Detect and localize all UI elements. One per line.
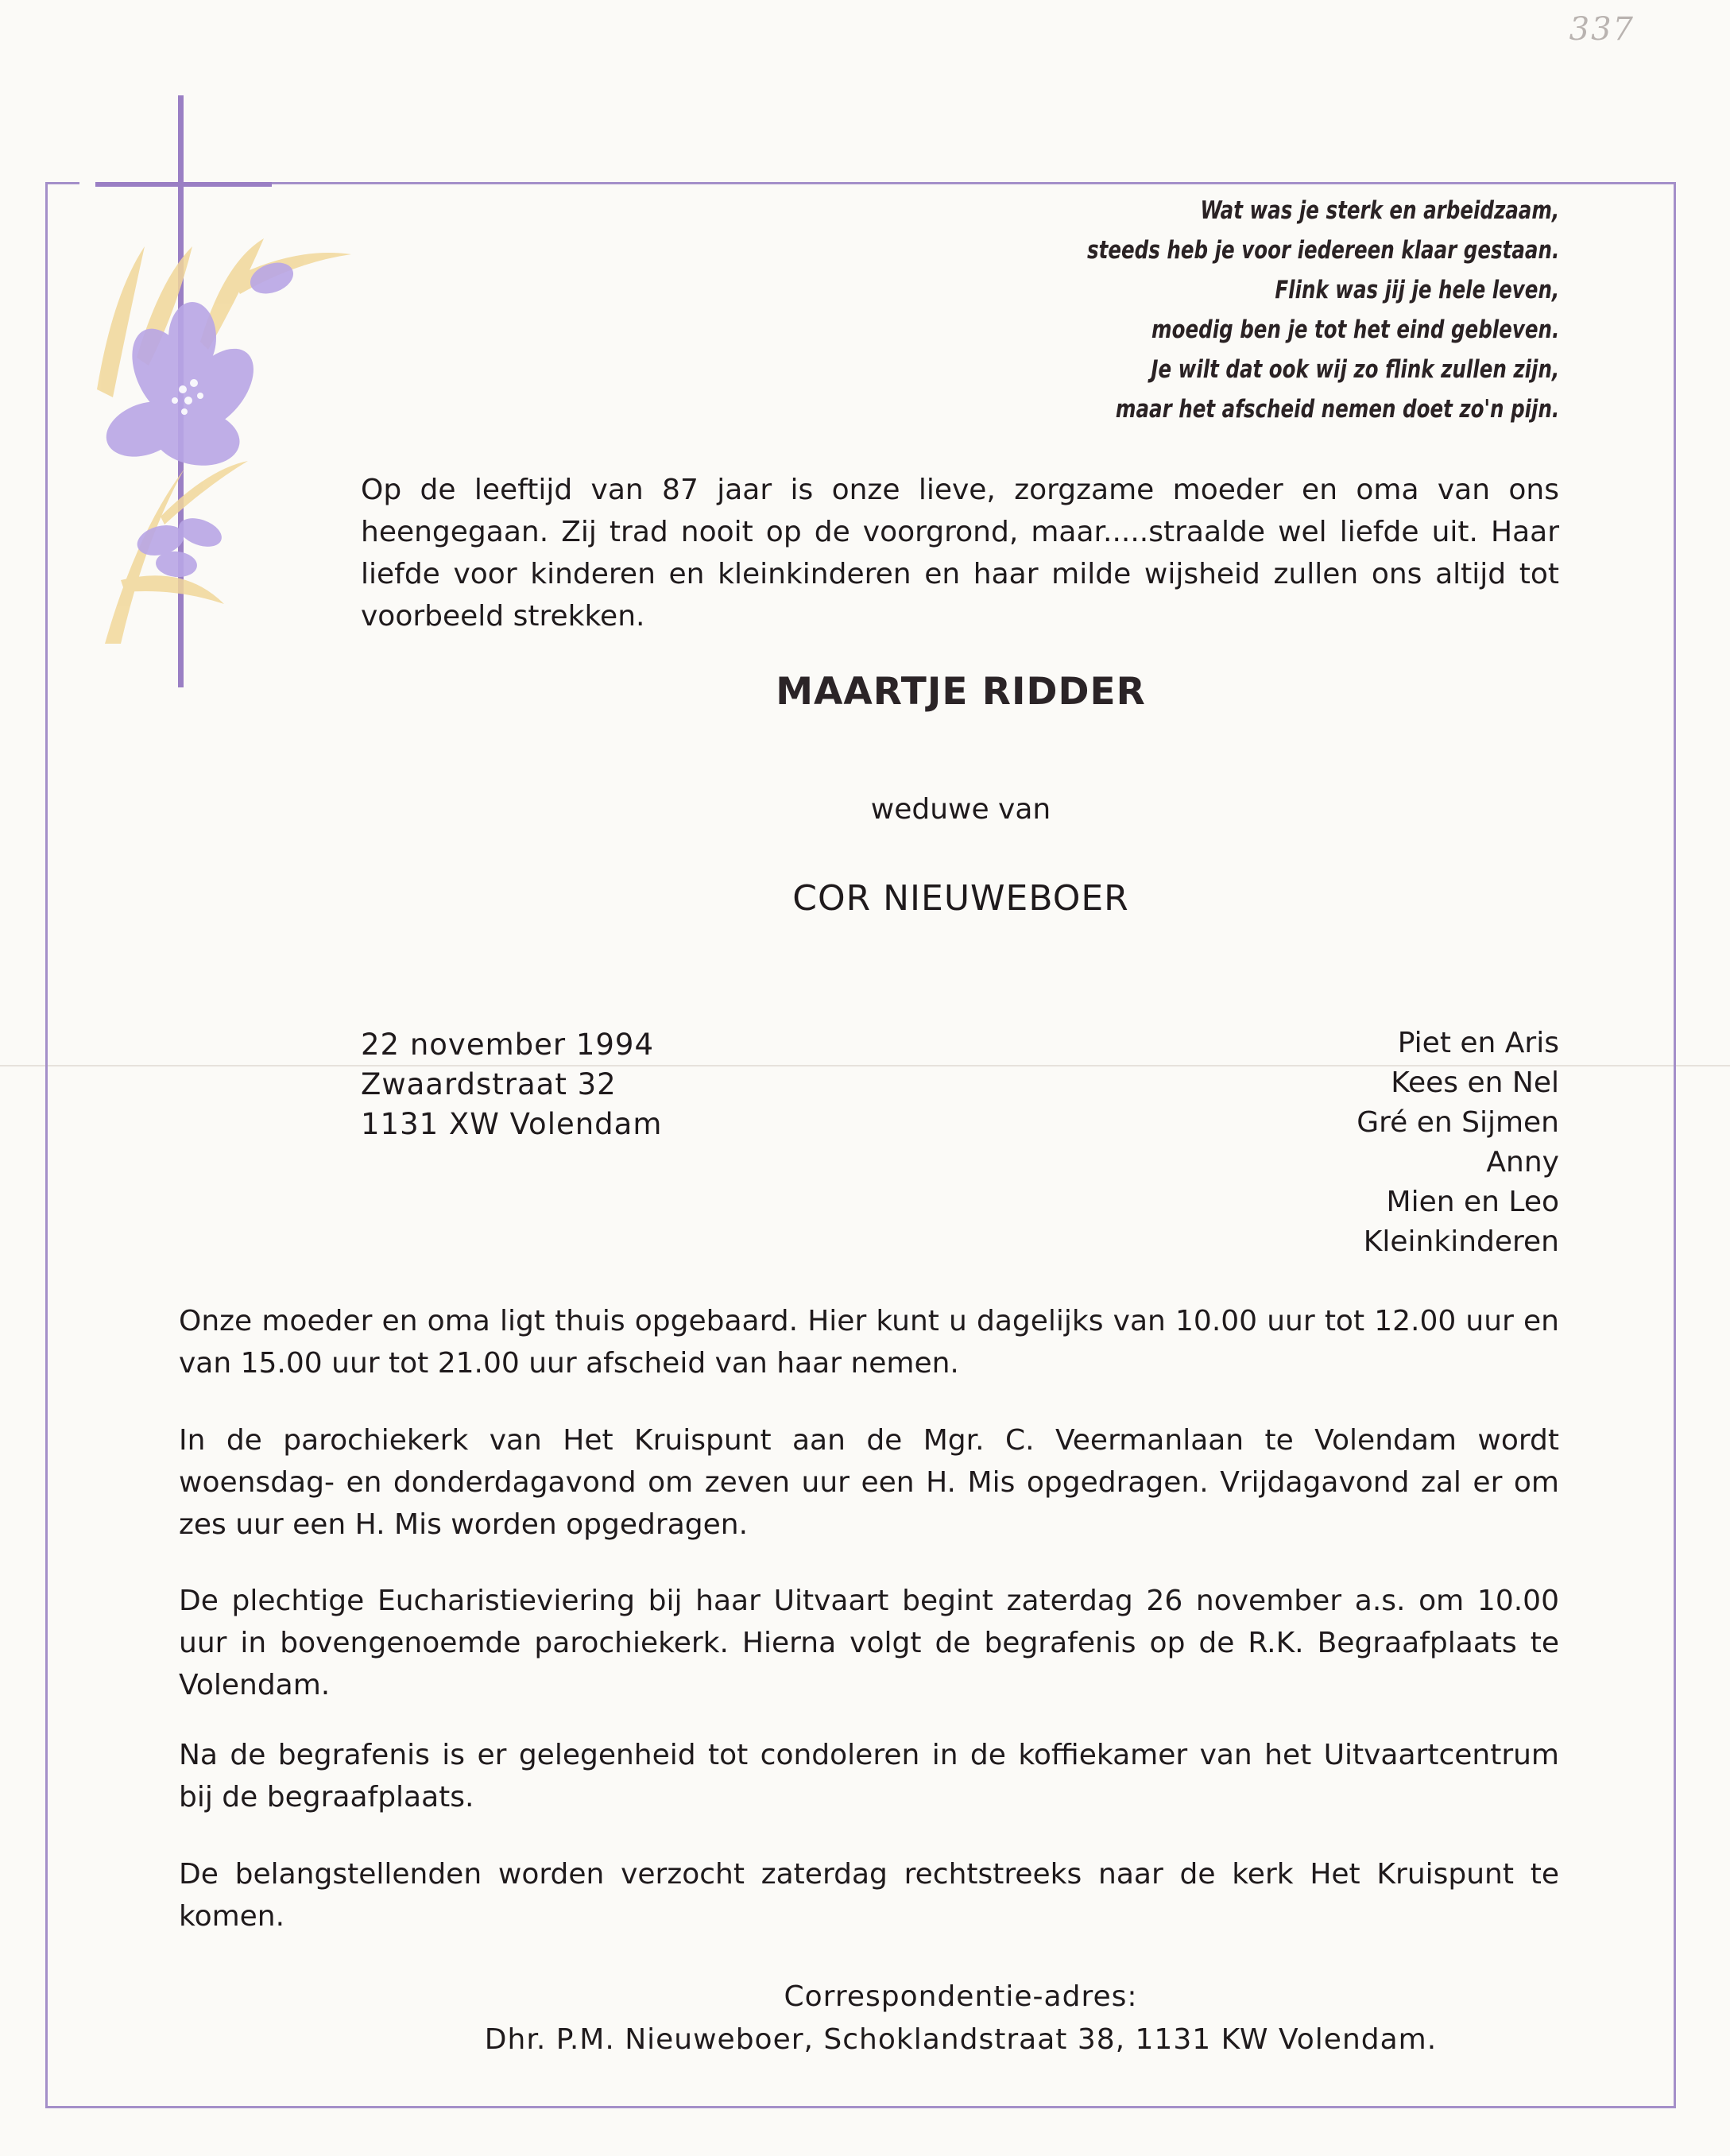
address-line: 22 november 1994: [361, 1028, 655, 1062]
poem: [1023, 191, 1559, 429]
handwritten-number: 337: [1569, 11, 1635, 48]
viewing-paragraph: Onze moeder en oma ligt thuis opgebaard. Hier kunt u dagelijks van 10.00 uur tot 12.00 uur en van 15.00 uur tot 21.00 uur afscheid van haar nemen.: [179, 1305, 1559, 1380]
poem-line: moedig ben je tot het eind gebleven.: [1151, 315, 1559, 344]
cross-horizontal-bar: [95, 182, 272, 187]
poem-line: maar het afscheid nemen doet zo'n pijn.: [1115, 395, 1559, 424]
widow-of-label: weduwe van: [870, 793, 1051, 826]
family-member: Gré en Sijmen: [1357, 1106, 1559, 1139]
poem-line: Wat was je sterk en arbeidzaam,: [1200, 196, 1559, 225]
cross-gap: [79, 180, 95, 188]
correspondence-address: Dhr. P.M. Nieuweboer, Schoklandstraat 38, 1131 KW Volendam.: [484, 2023, 1438, 2056]
funeral-paragraph: De plechtige Eucharistieviering bij haar Uitvaart begint zaterdag 26 november a.s. om 10.00 uur in bovengenoemde parochiekerk. Hierna volgt de begrafenis op de R.K. Begraafplaats te Volendam.: [179, 1585, 1559, 1701]
family-member: Piet en Aris: [1397, 1027, 1559, 1059]
poem-line: Flink was jij je hele leven,: [1275, 276, 1559, 304]
condolence-paragraph: Na de begrafenis is er gelegenheid tot condoleren in de koffiekamer van het Uitvaartcentrum bij de begraafplaats.: [179, 1739, 1559, 1813]
flower-decoration-icon: [89, 230, 391, 660]
address-line: Zwaardstraat 32: [361, 1067, 617, 1101]
intro-paragraph: Op de leeftijd van 87 jaar is onze lieve, zorgzame moeder en oma van ons heengegaan. Zij trad nooit op de voorgrond, maar.....straalde wel liefde uit. Haar liefde voor kinderen en kleinkinderen en haar milde wijsheid zullen ons altijd tot voorbeeld strekken.: [361, 474, 1559, 633]
correspondence-label: Correspondentie-adres:: [784, 1980, 1138, 2013]
request-paragraph: De belangstellenden worden verzocht zaterdag rechtstreeks naar de kerk Het Kruispunt te komen.: [179, 1858, 1559, 1933]
family-member: Mien en Leo: [1386, 1186, 1559, 1218]
mass-paragraph: In de parochiekerk van Het Kruispunt aan de Mgr. C. Veermanlaan te Volendam wordt woensdag- en donderdagavond om zeven uur een H. Mis opgedragen. Vrijdagavond zal er om zes uur een H. Mis worden opgedragen.: [179, 1424, 1559, 1541]
poem-line: steeds heb je voor iedereen klaar gestaan.: [1086, 236, 1559, 265]
address-line: 1131 XW Volendam: [361, 1107, 663, 1141]
home-address: [361, 1025, 662, 1144]
family-list: [1357, 1024, 1559, 1262]
family-member: Anny: [1486, 1146, 1559, 1179]
poem-line: Je wilt dat ook wij zo flink zullen zijn,: [1151, 355, 1559, 384]
husband-name: COR NIEUWEBOER: [792, 878, 1129, 919]
family-member: Kees en Nel: [1391, 1066, 1559, 1099]
family-member: Kleinkinderen: [1363, 1225, 1559, 1258]
deceased-name: MAARTJE RIDDER: [776, 670, 1146, 714]
